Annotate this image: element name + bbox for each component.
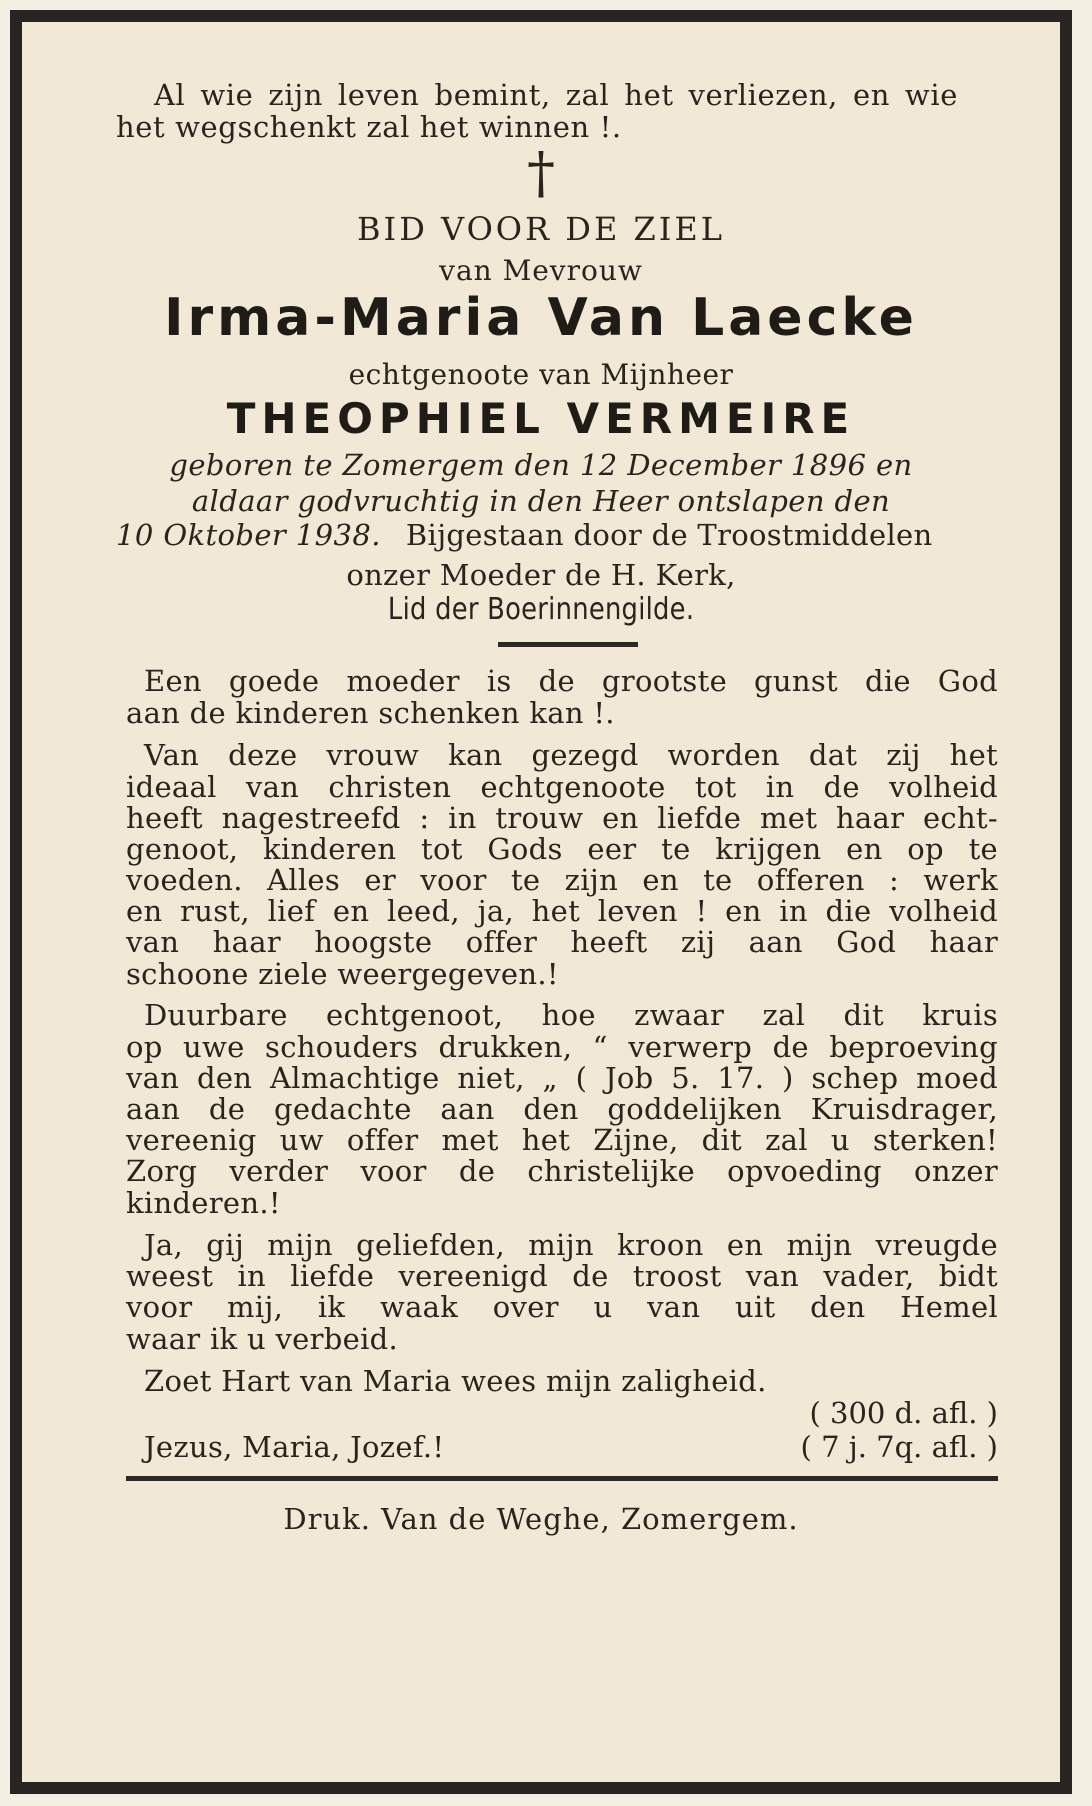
deceased-name: Irma-Maria Van Laecke xyxy=(164,288,918,348)
biography-line-5: onzer Moeder de H. Kerk, xyxy=(346,558,736,592)
invocation-2: Jezus, Maria, Jozef.! xyxy=(144,1430,445,1464)
paragraph-2-line-6: en rust, lief en leed, ja, het leven ! en in die volheid xyxy=(126,894,998,928)
paragraph-2-line-5: voeden. Alles er voor te zijn en te offeren : werk xyxy=(126,863,998,897)
paragraph-4-line-1: Ja, gij mijn geliefden, mijn kroon en mijn vreugde xyxy=(144,1228,998,1262)
paragraph-2-line-1: Van deze vrouw kan gezegd worden dat zij het xyxy=(144,738,998,772)
divider-long xyxy=(126,1476,998,1481)
title-prefix: van Mevrouw xyxy=(439,254,643,287)
prayer-heading: BID VOOR DE ZIEL xyxy=(357,210,725,248)
paragraph-2-line-3: heeft nagestreefd : in trouw en liefde met haar echt- xyxy=(126,801,998,835)
biography-line-2: aldaar godvruchtig in den Heer ontslapen den xyxy=(191,484,891,518)
sacraments: Bijgestaan door de Troostmiddelen xyxy=(405,518,933,552)
paragraph-3-line-6: Zorg verder voor de christelijke opvoeding onzer xyxy=(126,1154,998,1188)
invocation-1: Zoet Hart van Maria wees mijn zaligheid. xyxy=(144,1364,767,1398)
memorial-card xyxy=(10,10,1072,1794)
paragraph-3-line-1: Duurbare echtgenoot, hoe zwaar zal dit kruis xyxy=(144,998,998,1032)
membership-wrap xyxy=(22,592,1060,627)
paragraph-1-line-1: Een goede moeder is de grootste gunst die God xyxy=(144,664,998,698)
paragraph-4-line-2: weest in liefde vereenigd de troost van vader, bidt xyxy=(126,1259,998,1293)
epigraph-line-1: Al wie zijn leven bemint, zal het verliezen, en wie xyxy=(154,78,958,112)
death-date: 10 Oktober 1938. xyxy=(116,518,381,552)
paragraph-3-line-3: van den Almachtige niet, „ ( Job 5. 17. ) schep moed xyxy=(126,1061,998,1095)
biography-line-3 xyxy=(116,518,996,552)
paragraph-3-line-7: kinderen.! xyxy=(126,1186,281,1220)
biography-line-1: geboren te Zomergem den 12 December 1896 en xyxy=(169,448,913,482)
paragraph-1-line-2: aan de kinderen schenken kan !. xyxy=(126,696,615,730)
cross-icon: † xyxy=(527,141,555,206)
paragraph-2-line-8: schoone ziele weergegeven.! xyxy=(126,957,559,991)
printer-credit: Druk. Van de Weghe, Zomergem. xyxy=(283,1502,799,1536)
paragraph-2-line-7: van haar hoogste offer heeft zij aan God haar xyxy=(126,925,998,959)
indulgence-2: ( 7 j. 7q. afl. ) xyxy=(800,1430,998,1464)
paragraph-4-line-4: waar ik u verbeid. xyxy=(126,1322,399,1356)
spouse-intro: echtgenoote van Mijnheer xyxy=(348,358,734,391)
paragraph-2-line-2: ideaal van christen echtgenoote tot in de volheid xyxy=(126,770,998,804)
paragraph-3-line-2: op uwe schouders drukken, “ verwerp de beproeving xyxy=(126,1030,998,1064)
paragraph-3-line-4: aan de gedachte aan den goddelijken Kruisdrager, xyxy=(126,1092,998,1126)
epigraph-line-2: het wegschenkt zal het winnen !. xyxy=(116,110,622,144)
paragraph-2-line-4: genoot, kinderen tot Gods eer te krijgen en op te xyxy=(126,832,998,866)
indulgence-1: ( 300 d. afl. ) xyxy=(809,1396,998,1430)
paragraph-4-line-3: voor mij, ik waak over u van uit den Hemel xyxy=(126,1290,998,1324)
divider-short xyxy=(498,642,638,647)
paragraph-3-line-5: vereenig uw offer met het Zijne, dit zal u sterken! xyxy=(126,1123,998,1157)
membership: Lid der Boerinnengilde. xyxy=(387,592,695,627)
spouse-name: THEOPHIEL VERMEIRE xyxy=(226,394,856,443)
